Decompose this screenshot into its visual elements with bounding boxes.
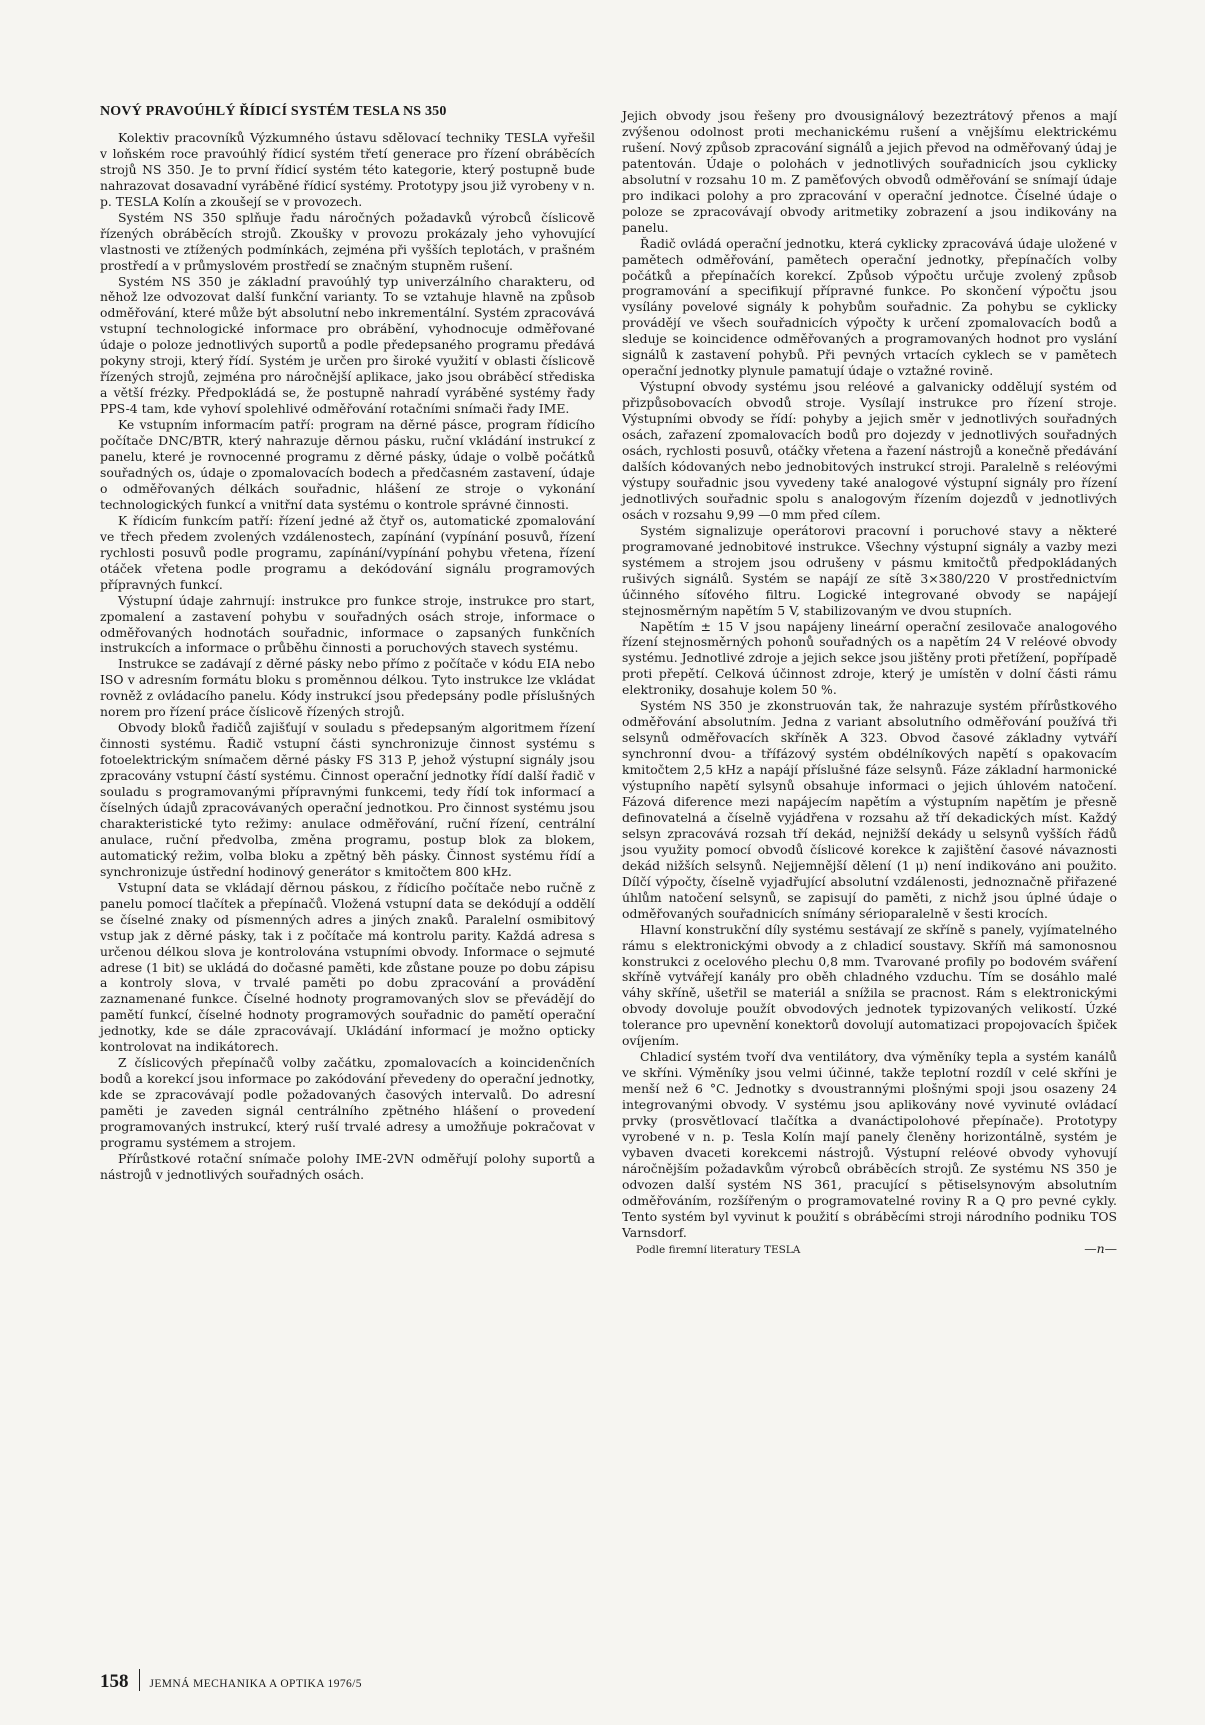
- paragraph: Systém NS 350 je základní pravoúhlý typ univerzálního charakteru, od něhož lze odvozovat další funkční varianty. To se vztahuje hlavně na způsob odměřování, které může být absolutní nebo inkrementální. Systém zpracovává vstupní technologické informace pro obrábění, vyhodnocuje odměřované údaje o poloze jednotlivých suportů a podle předepsaného programu předává pokyny stroji, který řídí. Systém je určen pro široké využití v oblasti číslicově řízených strojů, zejména pro náročnější aplikace, jako jsou obráběcí střediska a větší frézky. Předpokládá se, že postupně nahradí vyráběné systémy řady PPS-4 tam, kde vyhoví spolehlivé odměřování rotačními snímači řady IME.: [100, 273, 595, 417]
- paragraph: Systém NS 350 je zkonstruován tak, že nahrazuje systém přírůstkového odměřování absolutním. Jedna z variant absolutního odměřování používá tři selsynů odměřovacích skříněk A 323. Obvod časové základny vytváří synchronní dvou- a třífázový systém obdélníkových napětí s opakovacím kmitočtem 2,5 kHz a napájí příslušné fáze selsynů. Fáze základní harmonické výstupního napětí sylsynů obsahuje informaci o jejich úhlovém natočení. Fázová diference mezi napájecím napětím a výstupním napětím je přesně definovatelná a číselně vyjádřena v rozsahu až tří dekadických míst. Každý selsyn zpracovává rozsah tří dekád, nejnižší dekády u selsynů vyšších řádů jsou využity pomocí obvodů číslicové korekce k zajištění časové návaznosti dekád nižších selsynů. Nejjemnější dělení (1 μ) není indikováno ani použito. Dílčí výpočty, číselně vyjadřující absolutní vzdálenosti, jednoznačně přiřazené úhlům natočení selsynů, se zapisují do paměti, z nichž jsou úplné údaje o odměřovaných souřadnicích snímány sérioparalelně v šesti krocích.: [622, 698, 1117, 921]
- paragraph: Z číslicových přepínačů volby začátku, zpomalovacích a koincidenčních bodů a korekcí jsou informace po zakódování převedeny do operační jednotky, kde se zpracovávají podle požadovaných časových intervalů. Do adresní paměti je zaveden signál centrálního zpětného hlášení o provedení programovaných instrukcí, který ruší trvalé adresy a umožňuje pokračovat v programu systémem a strojem.: [100, 1055, 595, 1150]
- paragraph: Výstupní údaje zahrnují: instrukce pro funkce stroje, instrukce pro start, zpomalení a zastavení pohybu v souřadných osách stroje, informace o odměřovaných hodnotách souřadnic, informace o zapsaných funkčních instrukcích a informace o průběhu činnosti a poruchových stavech systému.: [100, 592, 595, 656]
- author-signature: —n—: [1084, 1240, 1117, 1256]
- source-note: Podle firemní literatury TESLA: [636, 1243, 801, 1256]
- paragraph: Systém signalizuje operátorovi pracovní i poruchové stavy a některé programované jednobitové instrukce. Všechny výstupní signály a vazby mezi systémem a strojem jsou odrušeny v pásmu kmitočtů předpokládaných rušivých signálů. Systém se napájí ze sítě 3×380/220 V prostřednictvím účinného síťového filtru. Logické integrované obvody se napájejí stejnosměrným napětím 5 V, stabilizovaným ve dvou stupních.: [622, 522, 1117, 618]
- paragraph: Hlavní konstrukční díly systému sestávají ze skříně s panely, vyjímatelného rámu s elektronickými obvody a z chladicí soustavy. Skříň má samonosnou konstrukci z ocelového plechu 0,8 mm. Tvarované profily po bodovém sváření skříně vytvářejí kanály pro oběh chladného vzduchu. Tím se dosáhlo malé váhy skříně, ušetřil se materiál a snížila se pracnost. Rám s elektronickými obvody dovoluje použít obvodových jednotek typizovaných velikostí. Úzké tolerance pro upevnění konektorů dovolují automatizaci propojovacích špiček ovíjením.: [622, 921, 1117, 1049]
- left-column: [100, 104, 595, 1183]
- paragraph: Jejich obvody jsou řešeny pro dvousignálový bezeztrátový přenos a mají zvýšenou odolnost proti mechanickému rušení a vnějšímu elektrickému rušení. Nový způsob zpracování signálů a jejich převod na odměřovaný údaj je patentován. Údaje o polohách v jednotlivých souřadnicích jsou cyklicky absolutní v rozsahu 10 m. Z paměťových obvodů odměřování se snímají údaje pro indikaci polohy a pro zpracování v operační jednotce. Číselné údaje o poloze se zpracovávají obvody aritmetiky zobrazení a jsou indikovány na panelu.: [622, 108, 1117, 235]
- paragraph: Výstupní obvody systému jsou reléové a galvanicky oddělují systém od přizpůsobovacích obvodů stroje. Vysílají instrukce pro řízení stroje. Výstupními obvody se řídí: pohyby a jejich směr v jednotlivých souřadných osách, zařazení zpomalovacích bodů pro dojezdy v jednotlivých souřadných osách, rychlosti posuvů, otáčky vřetena a řazení nástrojů a konečně předávání dalších kódovaných nebo jednobitových instrukcí stroji. Paralelně s reléovými výstupy souřadnic jsou vyvedeny také analogové výstupní signály pro řízení jednotlivých souřadnic spolu s analogovým řízením dojezdů v jednotlivých osách v rozsahu 9,99 —0 mm před cílem.: [622, 379, 1117, 522]
- paragraph: Obvody bloků řadičů zajišťují v souladu s předepsaným algoritmem řízení činnosti systému. Řadič vstupní části synchronizuje činnost systému s fotoelektrickým snímačem děrné pásky FS 313 P, jehož výstupní signály jsou zpracovány vstupní částí systému. Činnost operační jednotky řídí další řadič v souladu s programovanými přípravnými funkcemi, tedy řídí tok informací a číselných údajů zpracovávaných operační jednotkou. Pro činnost systému jsou charakteristické tyto režimy: anulace odměřování, ruční řízení, centrální anulace, ruční předvolba, změna programu, postup blok za blokem, automatický režim, volba bloku a zpětný běh pásky. Činnost systému řídí a synchronizuje ústřední hodinový generátor s kmitočtem 800 kHz.: [100, 720, 595, 879]
- paragraph: Řadič ovládá operační jednotku, která cyklicky zpracovává údaje uložené v pamětech odměřování, pamětech operační jednotky, přepínačích volby počátků a přepínačích korekcí. Způsob výpočtu určuje zvolený způsob programování a specifikují přípravné funkce. Po skončení výpočtu jsou vysílány povelové signály k pohybům souřadnic. Za pohybu se cyklicky provádějí ve všech souřadnicích výpočty k určení zpomalovacích bodů a sleduje se koincidence odměřovaných a programovaných hodnot pro vyslání signálů k zastavení pohybů. Při pevných vrtacích cyklech se v pamětech operační jednotky plynule pamatují údaje o vztažné rovině.: [622, 235, 1117, 379]
- journal-name: JEMNÁ MECHANIKA A OPTIKA 1976/5: [149, 1678, 362, 1690]
- footer-divider: [139, 1669, 140, 1691]
- paragraph: Kolektiv pracovníků Výzkumného ústavu sdělovací techniky TESLA vyřešil v loňském roce pravoúhlý řídicí systém třetí generace pro řízení obráběcích strojů NS 350. Je to první řídicí systém této kategorie, který postupně bude nahrazovat dosavadní vyráběné řídicí systémy. Prototypy jsou již vyrobeny v n. p. TESLA Kolín a zkoušejí se v provozech.: [100, 129, 595, 209]
- page-footer: [100, 1665, 362, 1693]
- credit-line: [622, 1241, 1117, 1259]
- paragraph: Vstupní data se vkládají děrnou páskou, z řídicího počítače nebo ručně z panelu pomocí tlačítek a přepínačů. Vložená vstupní data se dekódují a oddělí se číselné znaky od písmenných adres a jiných znaků. Paralelní osmibitový vstup jak z děrné pásky, tak i z počítače má kontrolu parity. Každá adresa s určenou délkou slova je kontrolována vstupními obvody. Informace o sejmuté adrese (1 bit) se ukládá do dočasné paměti, kde zůstane pouze po dobu zápisu a kontroly slova, v trvalé paměti po dobu zpracování a provádění zaznamenané funkce. Číselné hodnoty programovaných slov se převádějí do pamětí funkcí, číselné hodnoty programových souřadnic do pamětí operační jednotky, kde se dále zpracovávají. Ukládání informací je možno opticky kontrolovat na indikátorech.: [100, 879, 595, 1055]
- paragraph: Chladicí systém tvoří dva ventilátory, dva výměníky tepla a systém kanálů ve skříni. Výměníky jsou velmi účinné, takže teplotní rozdíl v celé skříni je menší než 6 °C. Jednotky s dvoustrannými plošnými spoji jsou osazeny 24 integrovanými obvody. V systému jsou aplikovány nové vyvinuté ovládací prvky (prosvětlovací tlačítka a dvanáctipolohové přepínače). Prototypy vyrobené v n. p. Tesla Kolín mají panely členěny horizontálně, systém je vybaven dvaceti korekcemi nástrojů. Výstupní reléové obvody vyhovují náročnějším požadavkům výrobců obráběcích strojů. Ze systému NS 350 je odvozen další systém NS 361, pracující s pětiselsynovým absolutním odměřováním, rozšířeným o programovatelné roviny R a Q pro pevné cykly. Tento systém byl vyvinut k použití s obráběcími stroji národního podniku TOS Varnsdorf.: [622, 1049, 1117, 1240]
- article-title: NOVÝ PRAVOÚHLÝ ŘÍDICÍ SYSTÉM TESLA NS 350: [100, 104, 447, 119]
- right-column: [622, 108, 1117, 1259]
- paragraph: Instrukce se zadávají z děrné pásky nebo přímo z počítače v kódu EIA nebo ISO v adresním formátu bloku s proměnnou délkou. Tyto instrukce lze vkládat rovněž z ovládacího panelu. Kódy instrukcí jsou předepsány podle příslušných norem pro řízení práce číslicově řízených strojů.: [100, 656, 595, 720]
- page-number: 158: [100, 1671, 129, 1692]
- paragraph: Napětím ± 15 V jsou napájeny lineární operační zesilovače analogového řízení stejnosměrných pohonů souřadných os a napětím 24 V reléové obvody systému. Jednotlivé zdroje a jejich sekce jsou jištěny proti přetížení, popřípadě proti přepětí. Celková účinnost zdroje, který je umístěn v dolní části rámu elektroniky, dosahuje kolem 50 %.: [622, 618, 1117, 698]
- paragraph: Systém NS 350 splňuje řadu náročných požadavků výrobců číslicově řízených obráběcích strojů. Zkoušky v provozu prokázaly jeho vyhovující vlastnosti ve ztížených podmínkách, zejména při vyšších teplotách, v prašném prostředí a v průmyslovém prostředí se značným stupněm rušení.: [100, 209, 595, 273]
- paragraph: Ke vstupním informacím patří: program na děrné pásce, program řídicího počítače DNC/BTR, který nahrazuje děrnou pásku, ruční vkládání instrukcí z panelu, které je rovnocenné programu z děrné pásky, údaje o volbě počátků souřadných os, údaje o zpomalovacích bodech a předčasném zastavení, údaje o odměřovaných délkách souřadnic, hlášení ze stroje o vykonání technologických funkcí a vnitřní data systému o kontrole správné činnosti.: [100, 417, 595, 512]
- paragraph: K řídicím funkcím patří: řízení jedné až čtyř os, automatické zpomalování ve třech předem zvolených vzdálenostech, zapínání (vypínání posuvů, řízení rychlosti posuvů podle programu, zapínání/vypínání pohybu vřetena, řízení otáček vřetena podle programu a dekódování signálu programových přípravných funkcí.: [100, 512, 595, 592]
- paragraph: Přírůstkové rotační snímače polohy IME-2VN odměřují polohy suportů a nástrojů v jednotlivých souřadných osách.: [100, 1150, 595, 1182]
